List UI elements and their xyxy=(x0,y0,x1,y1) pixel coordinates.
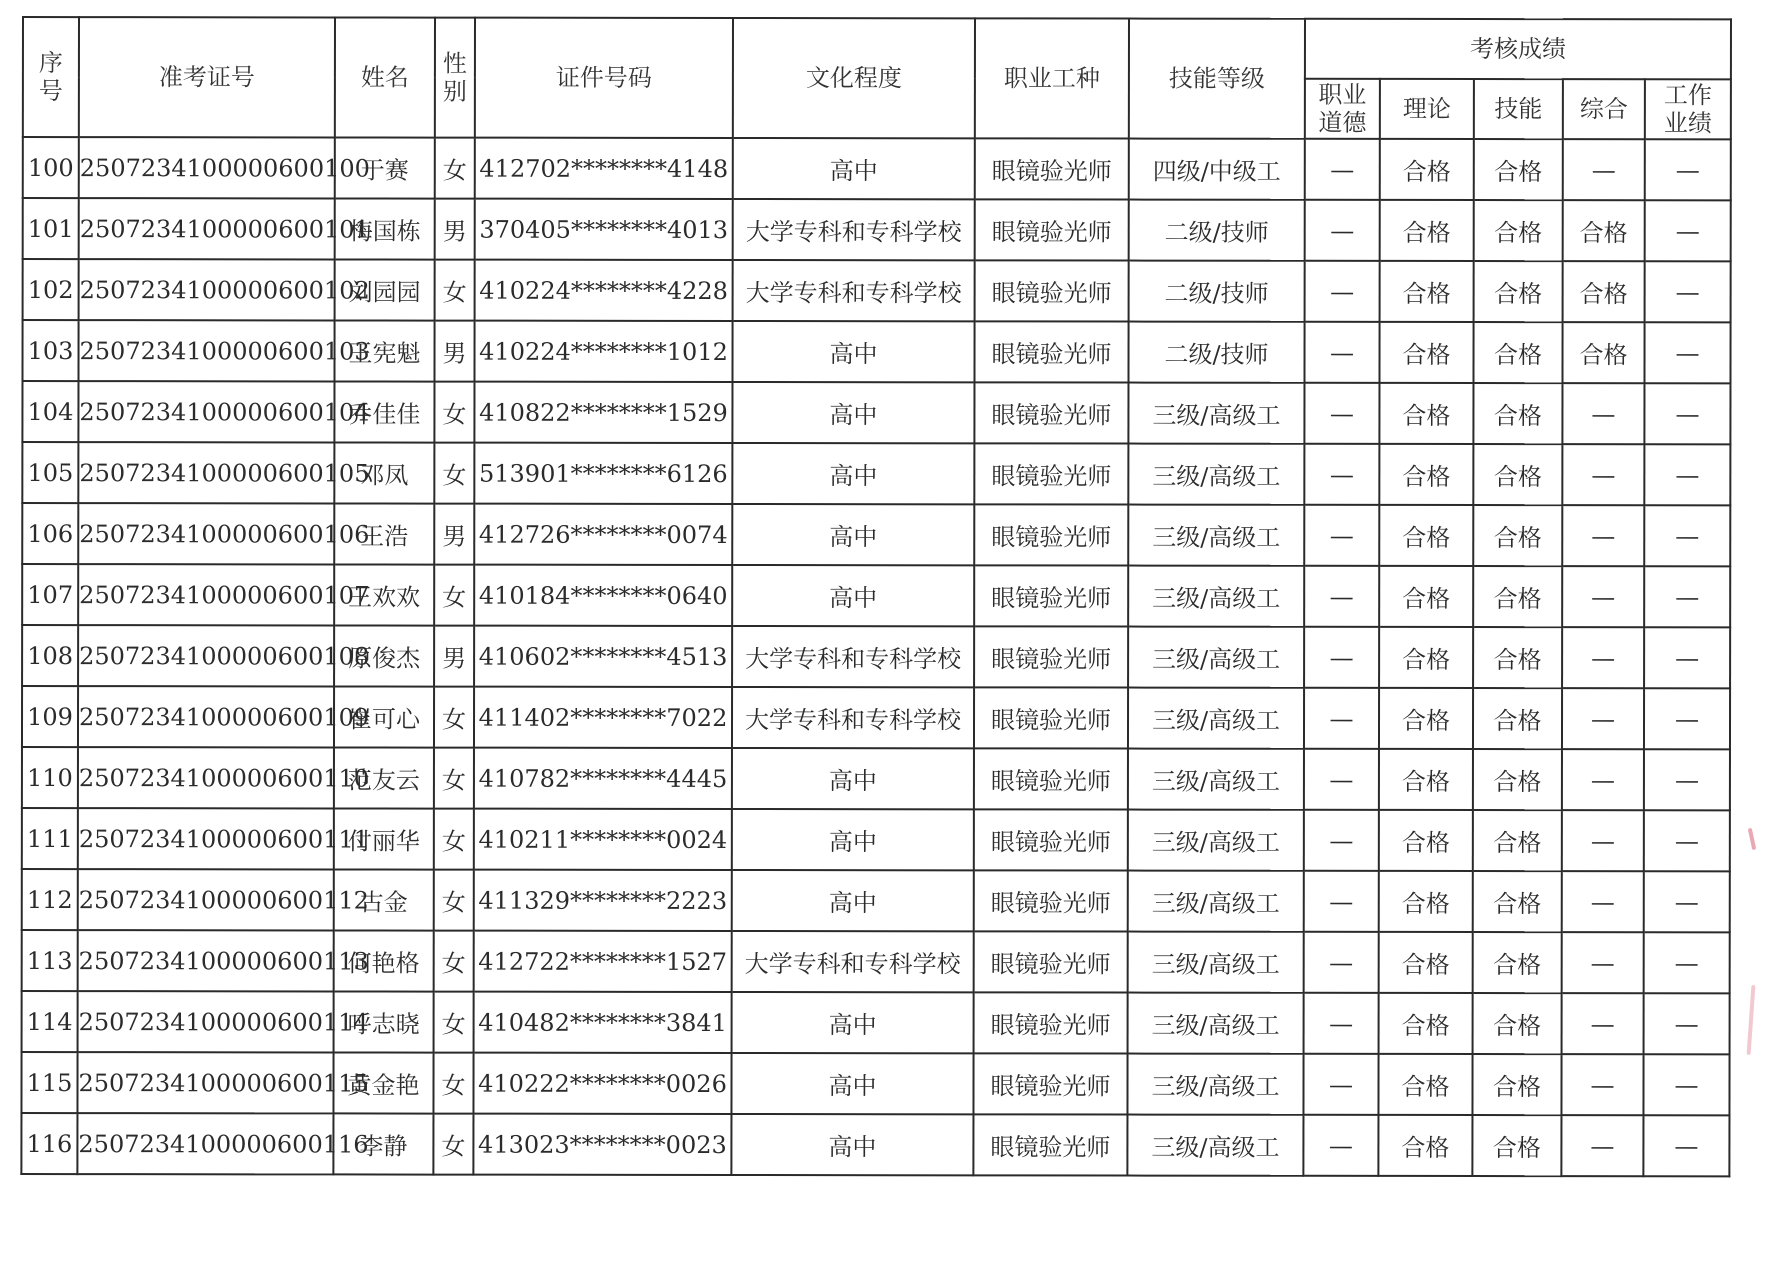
cell-ethics: — xyxy=(1303,1115,1378,1176)
cell-work: — xyxy=(1644,322,1730,383)
stamp-mark-bottom xyxy=(1747,985,1756,1055)
cell-occupation: 眼镜验光师 xyxy=(974,321,1128,382)
cell-education: 大学专科和专科学校 xyxy=(732,931,974,992)
cell-education: 高中 xyxy=(732,809,974,870)
cell-gender: 男 xyxy=(434,321,474,382)
cell-occupation: 眼镜验光师 xyxy=(974,565,1128,626)
cell-name: 李静 xyxy=(333,1113,433,1174)
cell-id-no: 410224********4228 xyxy=(475,260,733,321)
cell-exam-no: 2507234100000600107 xyxy=(78,564,334,625)
cell-exam-no: 2507234100000600115 xyxy=(77,1052,333,1113)
cell-education: 高中 xyxy=(732,382,974,443)
cell-name: 付丽华 xyxy=(334,808,434,869)
cell-name: 崔可心 xyxy=(334,686,434,747)
header-exam-no: 准考证号 xyxy=(79,17,335,137)
cell-ethics: — xyxy=(1304,871,1379,932)
cell-skill: 合格 xyxy=(1473,444,1562,505)
cell-skill: 合格 xyxy=(1473,566,1562,627)
cell-name: 原俊杰 xyxy=(334,625,434,686)
cell-work: — xyxy=(1643,1115,1729,1176)
cell-occupation: 眼镜验光师 xyxy=(974,626,1128,687)
cell-gender: 女 xyxy=(434,748,474,809)
cell-theory: 合格 xyxy=(1379,444,1473,505)
cell-level: 三级/高级工 xyxy=(1128,932,1304,993)
cell-overall: — xyxy=(1563,139,1645,200)
cell-overall: — xyxy=(1562,688,1644,749)
cell-skill: 合格 xyxy=(1473,505,1562,566)
cell-id-no: 410211********0024 xyxy=(474,809,732,870)
cell-occupation: 眼镜验光师 xyxy=(975,138,1129,199)
cell-name: 黄金艳 xyxy=(333,1052,433,1113)
cell-occupation: 眼镜验光师 xyxy=(974,931,1128,992)
cell-id-no: 410602********4513 xyxy=(474,626,732,687)
cell-occupation: 眼镜验光师 xyxy=(974,382,1128,443)
cell-exam-no: 2507234100000600109 xyxy=(78,686,334,747)
cell-id-no: 410184********0640 xyxy=(474,565,732,626)
cell-level: 三级/高级工 xyxy=(1128,810,1304,871)
cell-gender: 男 xyxy=(434,626,474,687)
table-row xyxy=(21,1052,1729,1115)
table-row xyxy=(22,625,1730,688)
cell-level: 二级/技师 xyxy=(1129,200,1305,261)
header-id-no: 证件号码 xyxy=(475,18,733,138)
table-row xyxy=(22,808,1730,871)
cell-name: 范友云 xyxy=(334,747,434,808)
cell-seq: 105 xyxy=(22,442,78,503)
cell-work: — xyxy=(1644,993,1730,1054)
table-row xyxy=(22,564,1730,627)
cell-gender: 女 xyxy=(434,931,474,992)
table-header xyxy=(23,17,1731,139)
cell-education: 高中 xyxy=(732,748,974,809)
cell-ethics: — xyxy=(1305,200,1380,261)
header-seq: 序 号 xyxy=(23,17,79,137)
cell-skill: 合格 xyxy=(1474,261,1563,322)
cell-work: — xyxy=(1644,688,1730,749)
cell-theory: 合格 xyxy=(1378,1115,1472,1176)
cell-ethics: — xyxy=(1305,261,1380,322)
cell-id-no: 410822********1529 xyxy=(474,382,732,443)
cell-gender: 女 xyxy=(434,443,474,504)
table-row xyxy=(23,259,1731,322)
cell-ethics: — xyxy=(1304,627,1379,688)
cell-work: — xyxy=(1644,810,1730,871)
cell-work: — xyxy=(1644,383,1730,444)
cell-theory: 合格 xyxy=(1379,627,1473,688)
cell-skill: 合格 xyxy=(1473,871,1562,932)
cell-theory: 合格 xyxy=(1379,993,1473,1054)
cell-seq: 107 xyxy=(22,564,78,625)
cell-work: — xyxy=(1644,505,1730,566)
cell-overall: 合格 xyxy=(1563,261,1645,322)
cell-overall: — xyxy=(1562,871,1644,932)
exam-results-table xyxy=(20,16,1732,1177)
cell-seq: 116 xyxy=(21,1113,77,1174)
cell-ethics: — xyxy=(1304,566,1379,627)
table-row xyxy=(22,930,1730,993)
cell-exam-no: 2507234100000600116 xyxy=(77,1113,333,1174)
cell-exam-no: 2507234100000600105 xyxy=(78,442,334,503)
header-name: 姓名 xyxy=(335,17,435,137)
cell-level: 三级/高级工 xyxy=(1128,383,1304,444)
cell-gender: 女 xyxy=(434,870,474,931)
cell-education: 大学专科和专科学校 xyxy=(733,199,975,260)
cell-gender: 女 xyxy=(434,687,474,748)
table-row xyxy=(23,137,1731,200)
cell-level: 二级/技师 xyxy=(1129,261,1305,322)
cell-level: 三级/高级工 xyxy=(1128,993,1304,1054)
header-theory: 理论 xyxy=(1380,79,1474,139)
cell-id-no: 412722********1527 xyxy=(474,931,732,992)
cell-overall: — xyxy=(1562,810,1644,871)
table-row xyxy=(22,869,1730,932)
cell-gender: 女 xyxy=(433,1114,473,1175)
cell-education: 高中 xyxy=(732,443,974,504)
cell-overall: 合格 xyxy=(1563,200,1645,261)
header-education: 文化程度 xyxy=(733,18,975,138)
cell-gender: 男 xyxy=(435,199,475,260)
cell-level: 三级/高级工 xyxy=(1128,688,1304,749)
cell-ethics: — xyxy=(1304,810,1379,871)
cell-skill: 合格 xyxy=(1473,383,1562,444)
cell-overall: — xyxy=(1562,627,1644,688)
cell-seq: 113 xyxy=(22,930,78,991)
cell-work: — xyxy=(1643,1054,1729,1115)
cell-ethics: — xyxy=(1304,322,1379,383)
cell-id-no: 410222********0026 xyxy=(473,1053,731,1114)
cell-level: 三级/高级工 xyxy=(1128,627,1304,688)
cell-work: — xyxy=(1645,139,1731,200)
cell-seq: 101 xyxy=(23,198,79,259)
cell-ethics: — xyxy=(1304,444,1379,505)
cell-education: 大学专科和专科学校 xyxy=(733,260,975,321)
cell-skill: 合格 xyxy=(1473,993,1562,1054)
cell-theory: 合格 xyxy=(1379,383,1473,444)
cell-education: 高中 xyxy=(732,992,974,1053)
cell-work: — xyxy=(1645,200,1731,261)
cell-gender: 女 xyxy=(434,565,474,626)
cell-id-no: 412702********4148 xyxy=(475,138,733,199)
cell-education: 高中 xyxy=(732,565,974,626)
cell-gender: 男 xyxy=(434,504,474,565)
cell-name: 王浩 xyxy=(334,503,434,564)
cell-name: 王欢欢 xyxy=(334,564,434,625)
header-ethics: 职业 道德 xyxy=(1305,79,1380,139)
cell-occupation: 眼镜验光师 xyxy=(973,1053,1127,1114)
cell-name: 于赛 xyxy=(335,137,435,198)
cell-level: 三级/高级工 xyxy=(1128,505,1304,566)
cell-ethics: — xyxy=(1304,688,1379,749)
cell-exam-no: 2507234100000600111 xyxy=(78,808,334,869)
cell-occupation: 眼镜验光师 xyxy=(975,260,1129,321)
cell-education: 高中 xyxy=(732,870,974,931)
cell-seq: 104 xyxy=(22,381,78,442)
cell-occupation: 眼镜验光师 xyxy=(975,199,1129,260)
cell-occupation: 眼镜验光师 xyxy=(974,504,1128,565)
cell-overall: 合格 xyxy=(1562,322,1644,383)
cell-level: 三级/高级工 xyxy=(1128,871,1304,932)
cell-exam-no: 2507234100000600113 xyxy=(78,930,334,991)
cell-occupation: 眼镜验光师 xyxy=(974,687,1128,748)
header-gender: 性 别 xyxy=(435,18,475,138)
cell-exam-no: 2507234100000600104 xyxy=(78,381,334,442)
cell-work: — xyxy=(1644,566,1730,627)
cell-exam-no: 2507234100000600102 xyxy=(79,259,335,320)
cell-ethics: — xyxy=(1303,1054,1378,1115)
cell-ethics: — xyxy=(1304,932,1379,993)
cell-overall: — xyxy=(1562,749,1644,810)
header-work: 工作 业绩 xyxy=(1645,79,1731,139)
cell-work: — xyxy=(1645,261,1731,322)
cell-occupation: 眼镜验光师 xyxy=(974,870,1128,931)
cell-gender: 女 xyxy=(435,260,475,321)
cell-work: — xyxy=(1644,444,1730,505)
cell-id-no: 410782********4445 xyxy=(474,748,732,809)
cell-skill: 合格 xyxy=(1473,688,1562,749)
cell-name: 刘园园 xyxy=(335,259,435,320)
cell-name: 梅国栋 xyxy=(335,198,435,259)
table-row xyxy=(23,198,1731,261)
cell-occupation: 眼镜验光师 xyxy=(973,1114,1127,1175)
cell-theory: 合格 xyxy=(1380,261,1474,322)
cell-occupation: 眼镜验光师 xyxy=(974,809,1128,870)
cell-seq: 111 xyxy=(22,808,78,869)
header-occupation: 职业工种 xyxy=(975,18,1129,138)
cell-occupation: 眼镜验光师 xyxy=(974,443,1128,504)
table-row xyxy=(21,1113,1729,1176)
table-row xyxy=(22,381,1730,444)
cell-name: 王宪魁 xyxy=(334,320,434,381)
cell-theory: 合格 xyxy=(1379,932,1473,993)
cell-exam-no: 2507234100000600100 xyxy=(79,137,335,198)
cell-theory: 合格 xyxy=(1379,505,1473,566)
cell-seq: 114 xyxy=(22,991,78,1052)
cell-id-no: 411329********2223 xyxy=(474,870,732,931)
header-skill: 技能 xyxy=(1474,79,1563,139)
cell-seq: 112 xyxy=(22,869,78,930)
cell-name: 古金 xyxy=(334,869,434,930)
cell-gender: 女 xyxy=(434,992,474,1053)
cell-gender: 女 xyxy=(434,382,474,443)
results-sheet xyxy=(22,16,1730,1175)
cell-work: — xyxy=(1644,627,1730,688)
cell-gender: 女 xyxy=(433,1053,473,1114)
cell-education: 大学专科和专科学校 xyxy=(732,687,974,748)
cell-seq: 106 xyxy=(22,503,78,564)
cell-skill: 合格 xyxy=(1474,200,1563,261)
cell-ethics: — xyxy=(1304,505,1379,566)
cell-work: — xyxy=(1644,932,1730,993)
cell-id-no: 411402********7022 xyxy=(474,687,732,748)
cell-overall: — xyxy=(1562,444,1644,505)
table-row xyxy=(22,442,1730,505)
cell-level: 三级/高级工 xyxy=(1127,1054,1303,1115)
cell-theory: 合格 xyxy=(1380,200,1474,261)
cell-level: 三级/高级工 xyxy=(1128,444,1304,505)
cell-gender: 女 xyxy=(435,138,475,199)
cell-skill: 合格 xyxy=(1472,1115,1561,1176)
cell-name: 邓凤 xyxy=(334,442,434,503)
cell-name: 何艳格 xyxy=(334,930,434,991)
header-level: 技能等级 xyxy=(1129,19,1305,139)
cell-id-no: 410482********3841 xyxy=(474,992,732,1053)
cell-seq: 102 xyxy=(23,259,79,320)
cell-gender: 女 xyxy=(434,809,474,870)
cell-id-no: 413023********0023 xyxy=(473,1114,731,1175)
cell-id-no: 410224********1012 xyxy=(474,321,732,382)
cell-seq: 103 xyxy=(22,320,78,381)
cell-theory: 合格 xyxy=(1379,749,1473,810)
cell-overall: — xyxy=(1562,566,1644,627)
cell-theory: 合格 xyxy=(1379,810,1473,871)
table-row xyxy=(22,991,1730,1054)
cell-theory: 合格 xyxy=(1379,566,1473,627)
cell-theory: 合格 xyxy=(1379,871,1473,932)
cell-education: 高中 xyxy=(731,1053,973,1114)
cell-education: 大学专科和专科学校 xyxy=(732,626,974,687)
cell-overall: — xyxy=(1561,1054,1643,1115)
cell-theory: 合格 xyxy=(1378,1054,1472,1115)
table-body xyxy=(21,137,1730,1176)
cell-id-no: 370405********4013 xyxy=(475,199,733,260)
cell-education: 高中 xyxy=(731,1114,973,1175)
table-row xyxy=(22,320,1730,383)
cell-level: 四级/中级工 xyxy=(1129,139,1305,200)
cell-skill: 合格 xyxy=(1474,139,1563,200)
cell-theory: 合格 xyxy=(1379,688,1473,749)
cell-level: 三级/高级工 xyxy=(1127,1115,1303,1176)
cell-level: 二级/技师 xyxy=(1128,322,1304,383)
cell-ethics: — xyxy=(1305,139,1380,200)
header-overall: 综合 xyxy=(1563,79,1645,139)
cell-work: — xyxy=(1644,749,1730,810)
table-row xyxy=(22,747,1730,810)
cell-ethics: — xyxy=(1304,749,1379,810)
cell-level: 三级/高级工 xyxy=(1128,566,1304,627)
cell-theory: 合格 xyxy=(1379,322,1473,383)
cell-skill: 合格 xyxy=(1473,932,1562,993)
cell-exam-no: 2507234100000600112 xyxy=(78,869,334,930)
cell-seq: 108 xyxy=(22,625,78,686)
cell-exam-no: 2507234100000600101 xyxy=(79,198,335,259)
cell-overall: — xyxy=(1562,932,1644,993)
cell-skill: 合格 xyxy=(1473,627,1562,688)
cell-seq: 100 xyxy=(23,137,79,198)
cell-education: 高中 xyxy=(733,138,975,199)
cell-seq: 109 xyxy=(22,686,78,747)
cell-education: 高中 xyxy=(732,321,974,382)
cell-level: 三级/高级工 xyxy=(1128,749,1304,810)
cell-id-no: 412726********0074 xyxy=(474,504,732,565)
cell-exam-no: 2507234100000600106 xyxy=(78,503,334,564)
cell-education: 高中 xyxy=(732,504,974,565)
cell-id-no: 513901********6126 xyxy=(474,443,732,504)
cell-overall: — xyxy=(1562,383,1644,444)
cell-overall: — xyxy=(1562,505,1644,566)
cell-exam-no: 2507234100000600103 xyxy=(78,320,334,381)
cell-overall: — xyxy=(1562,993,1644,1054)
cell-overall: — xyxy=(1561,1115,1643,1176)
header-results: 考核成绩 xyxy=(1305,19,1731,80)
cell-occupation: 眼镜验光师 xyxy=(974,992,1128,1053)
cell-seq: 110 xyxy=(22,747,78,808)
cell-exam-no: 2507234100000600108 xyxy=(78,625,334,686)
cell-seq: 115 xyxy=(21,1052,77,1113)
cell-skill: 合格 xyxy=(1473,749,1562,810)
cell-occupation: 眼镜验光师 xyxy=(974,748,1128,809)
cell-ethics: — xyxy=(1304,383,1379,444)
cell-skill: 合格 xyxy=(1472,1054,1561,1115)
table-row xyxy=(22,503,1730,566)
cell-exam-no: 2507234100000600110 xyxy=(78,747,334,808)
cell-exam-no: 2507234100000600114 xyxy=(78,991,334,1052)
stamp-mark-top xyxy=(1748,828,1756,850)
cell-name: 乔佳佳 xyxy=(334,381,434,442)
cell-skill: 合格 xyxy=(1473,810,1562,871)
cell-skill: 合格 xyxy=(1473,322,1562,383)
table-row xyxy=(22,686,1730,749)
cell-name: 呼志晓 xyxy=(334,991,434,1052)
cell-theory: 合格 xyxy=(1380,139,1474,200)
cell-work: — xyxy=(1644,871,1730,932)
cell-ethics: — xyxy=(1304,993,1379,1054)
